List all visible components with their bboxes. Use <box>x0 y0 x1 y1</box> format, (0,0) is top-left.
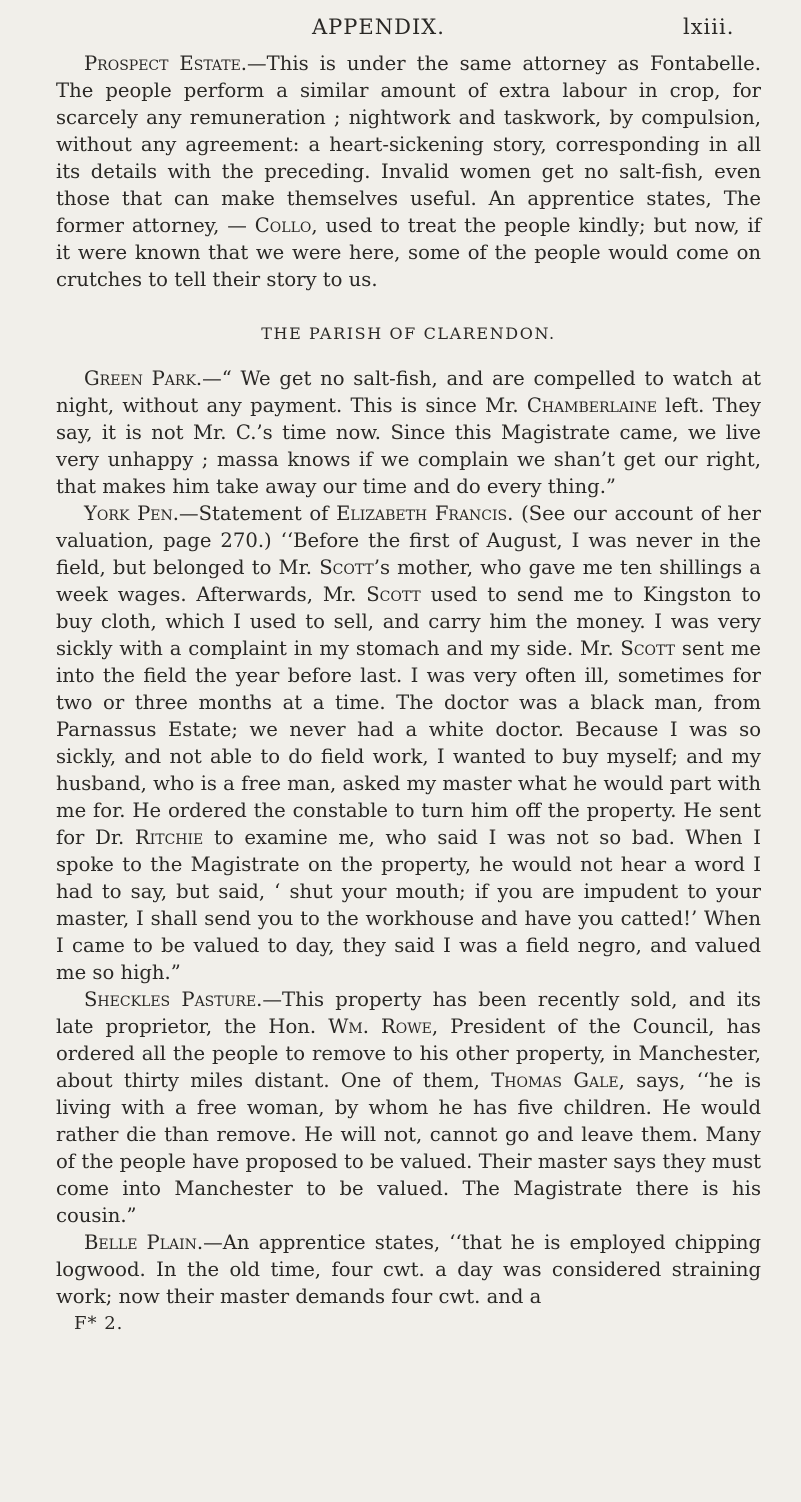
paragraph-york-pen <box>56 500 761 986</box>
paragraph-text: sent me into the field the year before last. I was very often ill, sometimes for two or three months at a time. The doctor was a black man, from Parnassus Estate; we never had a white doctor. Because I was so sickly, and not able to do field work, I wanted to buy myself; and my husband, who is a free man, asked my master what he would part with me for. He ordered the constable to turn him off the property. He sent for Dr. <box>56 637 761 849</box>
person-name: Chamberlaine <box>526 394 657 417</box>
person-name: Scott <box>319 556 374 579</box>
paragraph-green-park <box>56 365 761 500</box>
paragraph-heading: Prospect Estate. <box>84 52 248 75</box>
paragraph-belle-plain <box>56 1229 761 1310</box>
paragraph-text: —An apprentice states, ‘‘that he is employed chipping logwood. In the old time, four cwt. a day was considered straining work; now their master demands four cwt. and a <box>56 1231 761 1308</box>
person-name: Scott <box>620 637 675 660</box>
paragraph-prospect-estate <box>56 50 761 293</box>
person-name: Ritchie <box>134 826 204 849</box>
paragraph-text: —This is under the same attorney as Fontabelle. The people perform a similar amount of extra labour in crop, for scarcely any remuneration ; nightwork and taskwork, by compulsion, without any agreement: a heart-sickening story, corresponding in all its details with the preceding. Invalid women get no salt-fish, even those that can make themselves useful. An apprentice states, The former attorney, — <box>56 52 762 237</box>
paragraph-heading: Green Park. <box>84 367 203 390</box>
page-header <box>0 13 801 49</box>
paragraph-text: , used to treat the people kindly; but now, if it were known that we were here, some of the people would come on crutches to tell their story to us. <box>56 214 761 291</box>
person-name: Thomas Gale <box>491 1069 619 1092</box>
paragraph-heading: Sheckles Pasture. <box>84 988 263 1011</box>
paragraph-text: ’s mother, who gave me ten shillings a week wages. Afterwards, Mr. <box>56 556 761 606</box>
paragraph-heading: York Pen. <box>84 502 179 525</box>
paragraph-text: , says, ‘‘he is living with a free woman, by whom he has five children. He would rather die than remove. He will not, cannot go and leave them. Many of the people have proposed to be valued. Their master says they must come into Manchester to be valued. The Magistrate there is his cousin.” <box>56 1069 761 1227</box>
paragraph-text: —Statement of <box>178 502 337 525</box>
person-name: Scott <box>366 583 421 606</box>
person-name: Collo <box>254 214 312 237</box>
running-title: APPENDIX. <box>312 15 445 39</box>
paragraph-text: used to send me to Kingston to buy cloth, which I used to sell, and carry him the money. I was very sickly with a complaint in my stomach and my side. Mr. <box>56 583 762 660</box>
person-name: Wm. Rowe <box>328 1015 432 1038</box>
body-text <box>56 50 761 1337</box>
paragraph-text: —This property has been recently sold, and its late proprietor, the Hon. <box>56 988 761 1038</box>
signature-mark: F* 2. <box>74 1313 124 1334</box>
paragraph-text: —“ We get no salt-fish, and are compelled to watch at night, without any payment. This is since Mr. <box>56 367 762 417</box>
paragraph-text: , President of the Council, has ordered all the people to remove to his other property, in Manchester, about thirty miles distant. One of them, <box>56 1015 761 1092</box>
page-number: lxiii. <box>683 15 735 39</box>
person-name: Elizabeth Francis <box>336 502 508 525</box>
section-heading: THE PARISH OF CLARENDON. <box>261 324 556 343</box>
paragraph-text: . (See our account of her valuation, page 270.) ‘‘Before the first of August, I was never in the field, but belonged to Mr. <box>56 502 761 579</box>
paragraph-text: left. They say, it is not Mr. C.’s time now. Since this Magistrate came, we live very unhappy ; massa knows if we complain we shan’t get our right, that makes him take away our time and do every thing.” <box>56 394 761 498</box>
paragraph-text: to examine me, who said I was not so bad. When I spoke to the Magistrate on the property, he would not hear a word I had to say, but said, ‘ shut your mouth; if you are impudent to your master, I shall send you to the workhouse and have you catted!’ When I came to be valued to day, they said I was a field negro, and valued me so high.” <box>56 826 761 984</box>
paragraph-heading: Belle Plain. <box>84 1231 204 1254</box>
paragraph-sheckles-pasture <box>56 986 761 1229</box>
